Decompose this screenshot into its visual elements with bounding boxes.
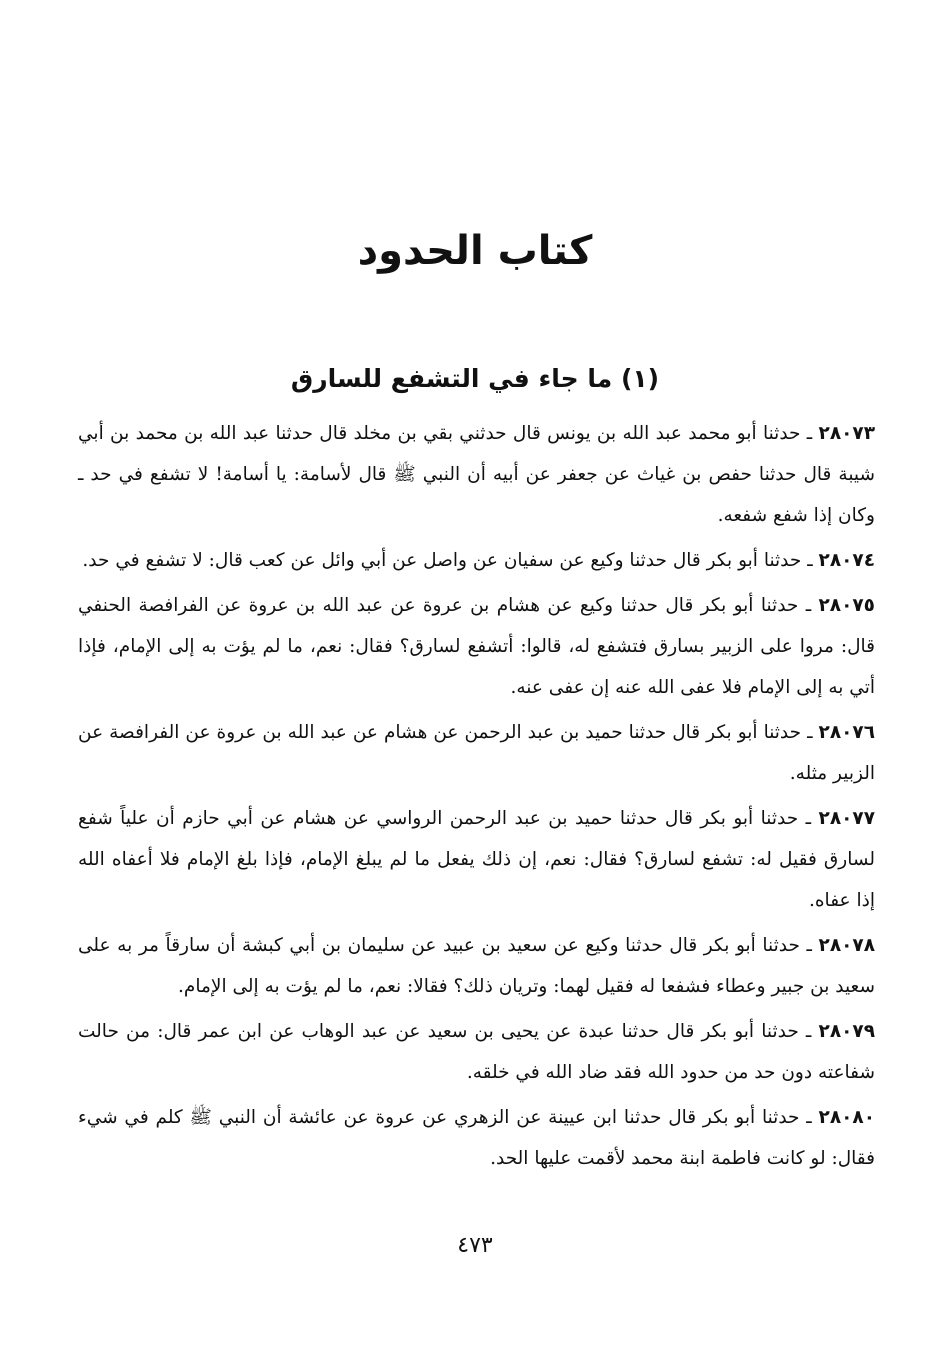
hadith-entry bbox=[78, 413, 875, 536]
hadith-number: ٢٨٠٧٧ bbox=[818, 808, 875, 829]
hadith-text: ـ حدثنا أبو محمد عبد الله بن يونس قال حدثني بقي بن مخلد قال حدثنا عبد الله بن محمد بن أبي شيبة قال حدثنا حفص بن غياث عن جعفر عن أبيه أن النبي ﷺ قال لأسامة: يا أسامة! لا تشفع في حد ـ وكان إذا شفع شفعه. bbox=[78, 423, 875, 526]
hadith-entry bbox=[78, 1011, 875, 1093]
hadith-text: ـ حدثنا أبو بكر قال حدثنا وكيع عن هشام بن عروة عن عبد الله بن عروة عن الفرافصة الحنفي قال: مروا على الزبير بسارق فتشفع له، قالوا: أتشفع لسارق؟ فقال: نعم، ما لم يؤت به إلى الإمام، فإذا أتي به إلى الإمام فلا عفى الله عنه إن عفى عنه. bbox=[78, 595, 875, 698]
book-title: كتاب الحدود bbox=[357, 228, 593, 274]
hadith-text: ـ حدثنا أبو بكر قال حدثنا ابن عيينة عن الزهري عن عروة عن عائشة أن النبي ﷺ كلم في شيء فقال: لو كانت فاطمة ابنة محمد لأقمت عليها الحد. bbox=[78, 1107, 875, 1169]
hadith-list bbox=[78, 413, 875, 1183]
hadith-text: ـ حدثنا أبو بكر قال حدثنا وكيع عن سفيان عن واصل عن أبي وائل عن كعب قال: لا تشفع في حد. bbox=[82, 550, 813, 571]
hadith-number: ٢٨٠٧٤ bbox=[818, 550, 875, 571]
hadith-number: ٢٨٠٧٣ bbox=[818, 423, 875, 444]
hadith-text: ـ حدثنا أبو بكر قال حدثنا حميد بن عبد الرحمن عن هشام عن عبد الله بن عروة عن الفرافصة عن الزبير مثله. bbox=[78, 722, 875, 784]
hadith-text: ـ حدثنا أبو بكر قال حدثنا حميد بن عبد الرحمن الرواسي عن هشام عن أبي حازم أن علياً شفع لسارق فقيل له: تشفع لسارق؟ فقال: نعم، إن ذلك يفعل ما لم يبلغ الإمام، فإذا بلغ الإمام فلا أعفاه الله إذا عفاه. bbox=[78, 808, 875, 911]
hadith-number: ٢٨٠٧٩ bbox=[818, 1021, 876, 1042]
hadith-number: ٢٨٠٨٠ bbox=[818, 1107, 875, 1128]
hadith-entry bbox=[78, 925, 875, 1007]
hadith-text: ـ حدثنا أبو بكر قال حدثنا عبدة عن يحيى بن سعيد عن عبد الوهاب عن ابن عمر قال: من حالت شفاعته دون حد من حدود الله فقد ضاد الله في خلقه. bbox=[78, 1021, 875, 1083]
hadith-entry bbox=[78, 712, 875, 794]
hadith-text: ـ حدثنا أبو بكر قال حدثنا وكيع عن سعيد بن عبيد عن سليمان بن أبي كبشة أن سارقاً مر به على سعيد بن جبير وعطاء فشفعا له فقيل لهما: وتريان ذلك؟ فقالا: نعم، ما لم يؤت به إلى الإمام. bbox=[78, 935, 875, 997]
hadith-entry bbox=[78, 798, 875, 921]
hadith-number: ٢٨٠٧٥ bbox=[818, 595, 875, 616]
hadith-entry bbox=[78, 1097, 875, 1179]
chapter-title: (١) ما جاء في التشفع للسارق bbox=[290, 364, 660, 393]
hadith-number: ٢٨٠٧٦ bbox=[818, 722, 875, 743]
hadith-entry bbox=[78, 585, 875, 708]
hadith-number: ٢٨٠٧٨ bbox=[818, 935, 875, 956]
hadith-entry bbox=[78, 540, 875, 581]
page-number: ٤٧٣ bbox=[457, 1233, 493, 1258]
